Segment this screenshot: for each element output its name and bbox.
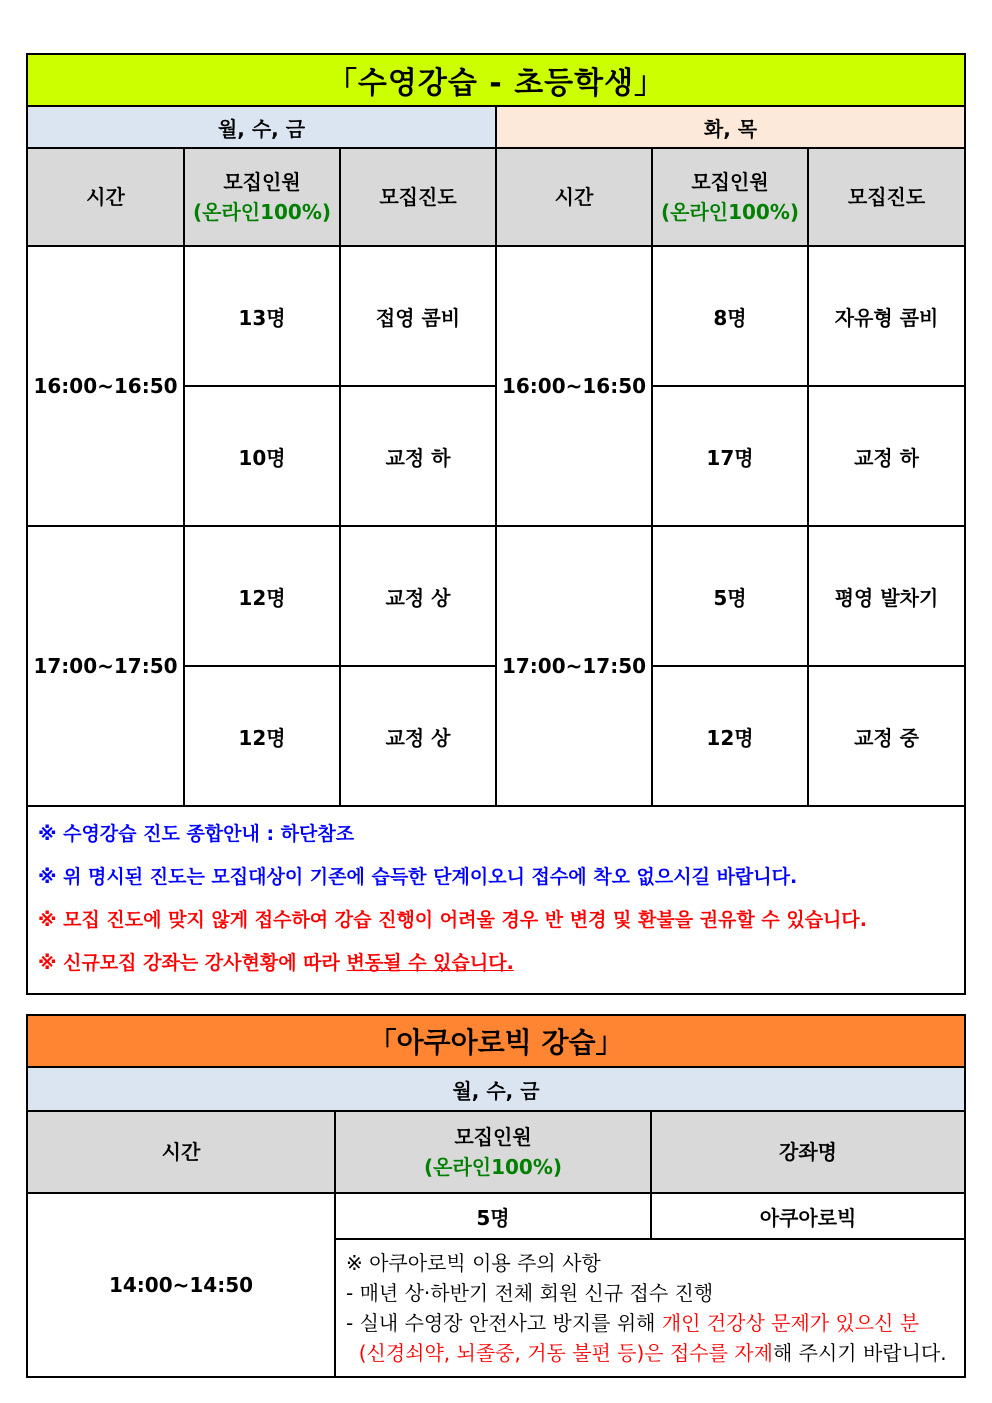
level-cell: 교정 중 xyxy=(808,666,965,806)
time-slot: 16:00~16:50 xyxy=(496,246,652,526)
swim-schedule-table xyxy=(26,53,966,995)
level-cell: 교정 상 xyxy=(340,666,496,806)
capacity-cell: 5명 xyxy=(335,1193,651,1239)
notes-block xyxy=(27,806,965,994)
level-cell: 교정 하 xyxy=(340,386,496,526)
capacity-cell: 8명 xyxy=(652,246,808,386)
progress-header: 모집진도 xyxy=(340,148,496,246)
aqua-schedule-table xyxy=(26,1014,966,1378)
caution-title: ※ 아쿠아로빅 이용 주의 사항 xyxy=(346,1251,601,1275)
time-header: 시간 xyxy=(496,148,652,246)
capacity-cell: 5명 xyxy=(652,526,808,666)
time-header: 시간 xyxy=(27,1111,335,1193)
capacity-header: 모집인원 (온라인100%) xyxy=(652,148,808,246)
time-slot: 17:00~17:50 xyxy=(27,526,184,806)
swim-title: 「수영강습 - 초등학생」 xyxy=(27,54,965,106)
time-header: 시간 xyxy=(27,148,184,246)
note-progress-meaning: ※ 위 명시된 진도는 모집대상이 기존에 습득한 단계이오니 접수에 착오 없으시길 바랍니다. xyxy=(38,866,798,888)
capacity-cell: 13명 xyxy=(184,246,340,386)
note-progress-guide: ※ 수영강습 진도 종합안내 : 하단참조 xyxy=(38,823,355,845)
caution-line-3: (신경쇠약, 뇌졸중, 거동 불편 등)은 접수를 자제해 주시기 바랍니다. xyxy=(358,1341,947,1365)
capacity-cell: 17명 xyxy=(652,386,808,526)
capacity-cell: 12명 xyxy=(184,526,340,666)
capacity-cell: 12명 xyxy=(184,666,340,806)
note-class-change: ※ 모집 진도에 맞지 않게 접수하여 강습 진행이 어려울 경우 반 변경 및 환불을 권유할 수 있습니다. xyxy=(38,909,867,931)
level-cell: 평영 발차기 xyxy=(808,526,965,666)
aqua-days-header: 월, 수, 금 xyxy=(27,1067,965,1111)
level-cell: 자유형 콤비 xyxy=(808,246,965,386)
level-cell: 교정 상 xyxy=(340,526,496,666)
progress-header: 모집진도 xyxy=(808,148,965,246)
aqua-title: 「아쿠아로빅 강습」 xyxy=(27,1015,965,1067)
class-name-header: 강좌명 xyxy=(651,1111,965,1193)
capacity-header: 모집인원 (온라인100%) xyxy=(184,148,340,246)
capacity-cell: 10명 xyxy=(184,386,340,526)
days-right-header: 화, 목 xyxy=(496,106,965,148)
time-slot: 16:00~16:50 xyxy=(27,246,184,526)
time-slot: 14:00~14:50 xyxy=(27,1193,335,1377)
days-left-header: 월, 수, 금 xyxy=(27,106,496,148)
capacity-cell: 12명 xyxy=(652,666,808,806)
time-slot: 17:00~17:50 xyxy=(496,526,652,806)
caution-notes xyxy=(335,1239,965,1377)
caution-line-2: - 실내 수영장 안전사고 방지를 위해 개인 건강상 문제가 있으신 분 xyxy=(346,1311,920,1335)
note-schedule-change: ※ 신규모집 강좌는 강사현황에 따라 변동될 수 있습니다. xyxy=(38,952,514,974)
class-name-cell: 아쿠아로빅 xyxy=(651,1193,965,1239)
level-cell: 교정 하 xyxy=(808,386,965,526)
capacity-header: 모집인원 (온라인100%) xyxy=(335,1111,651,1193)
caution-line-1: - 매년 상·하반기 전체 회원 신규 접수 진행 xyxy=(346,1281,714,1305)
level-cell: 접영 콤비 xyxy=(340,246,496,386)
